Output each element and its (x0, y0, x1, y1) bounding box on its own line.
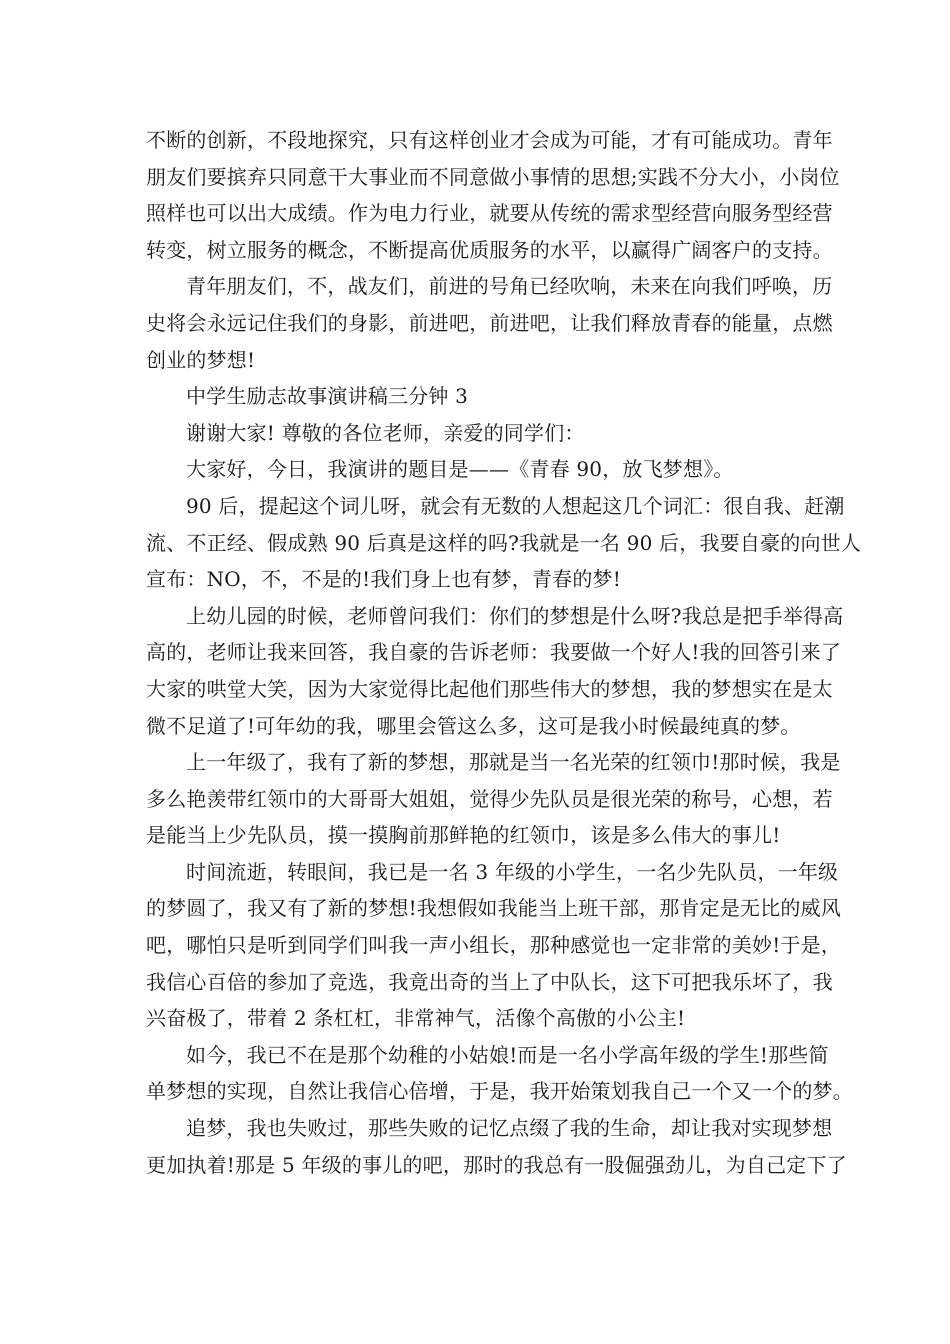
text-line: 追梦，我也失败过，那些失败的记忆点缀了我的生命，却让我对实现梦想 (186, 1116, 833, 1141)
text-line: 如今，我已不在是那个幼稚的小姑娘!而是一名小学高年级的学生!那些简 (186, 1042, 829, 1067)
text-line: 更加执着!那是 5 年级的事儿的吧，那时的我总有一股倔强劲儿，为自己定下了 (146, 1152, 847, 1177)
text-line: 照样也可以出大成绩。作为电力行业，就要从传统的需求型经营向服务型经营 (146, 201, 833, 226)
text-line: 单梦想的实现，自然让我信心倍增，于是，我开始策划我自己一个又一个的梦。 (146, 1079, 853, 1104)
text-line: 史将会永远记住我们的身影，前进吧，前进吧，让我们释放青春的能量，点燃 (146, 310, 833, 335)
document-page (146, 122, 862, 1183)
text-line: 微不足道了!可年幼的我，哪里会管这么多，这可是我小时候最纯真的梦。 (146, 713, 801, 738)
text-line: 不断的创新，不段地探究，只有这样创业才会成为可能，才有可能成功。青年 (146, 128, 833, 152)
text-line: 是能当上少先队员，摸一摸胸前那鲜艳的红领巾，该是多么伟大的事儿! (146, 823, 781, 848)
text-line: 的梦圆了，我又有了新的梦想!我想假如我能当上班干部，那肯定是无比的威风 (146, 896, 842, 921)
text-line: 中学生励志故事演讲稿三分钟 3 (186, 384, 469, 409)
text-line: 我信心百倍的参加了竞选，我竟出奇的当上了中队长，这下可把我乐坏了，我 (146, 969, 833, 994)
text-line: 吧，哪怕只是听到同学们叫我一声小组长，那种感觉也一定非常的美妙!于是， (146, 933, 842, 958)
text-line: 谢谢大家! 尊敬的各位老师，亲爱的同学们： (186, 420, 585, 445)
text-line: 青年朋友们，不，战友们，前进的号角已经吹响，未来在向我们呼唤，历 (186, 274, 833, 299)
text-line: 90 后，提起这个词儿呀，就会有无数的人想起这几个词汇：很自我、赶潮 (186, 493, 845, 518)
text-line: 流、不正经、假成熟 90 后真是这样的吗?我就是一名 90 后，我要自豪的向世人 (146, 530, 862, 555)
text-line: 大家好，今日，我演讲的题目是——《青春 90，放飞梦想》。 (186, 457, 734, 482)
text-line: 创业的梦想! (146, 347, 256, 372)
text-line: 上一年级了，我有了新的梦想，那就是当一名光荣的红领巾!那时候，我是 (186, 750, 841, 775)
text-line: 高的，老师让我来回答，我自豪的告诉老师：我要做一个好人!我的回答引来了 (146, 640, 842, 665)
text-line: 时间流逝，转眼间，我已是一名 3 年级的小学生，一名少先队员，一年级 (186, 859, 839, 884)
text-line: 上幼儿园的时候，老师曾问我们：你们的梦想是什么呀?我总是把手举得高 (186, 603, 844, 628)
text-line: 朋友们要摈弃只同意干大事业而不同意做小事情的思想;实践不分大小，小岗位 (146, 164, 840, 189)
text-line: 转变，树立服务的概念，不断提高优质服务的水平，以赢得广阔客户的支持。 (146, 237, 833, 262)
text-line: 兴奋极了，带着 2 条杠杠，非常神气，活像个高傲的小公主! (146, 1006, 686, 1031)
text-line: 多么艳羡带红领巾的大哥哥大姐姐，觉得少先队员是很光荣的称号，心想，若 (146, 786, 833, 811)
text-line: 大家的哄堂大笑，因为大家觉得比起他们那些伟大的梦想，我的梦想实在是太 (146, 676, 833, 701)
text-line: 宣布：NO，不，不是的!我们身上也有梦，青春的梦! (146, 567, 621, 592)
